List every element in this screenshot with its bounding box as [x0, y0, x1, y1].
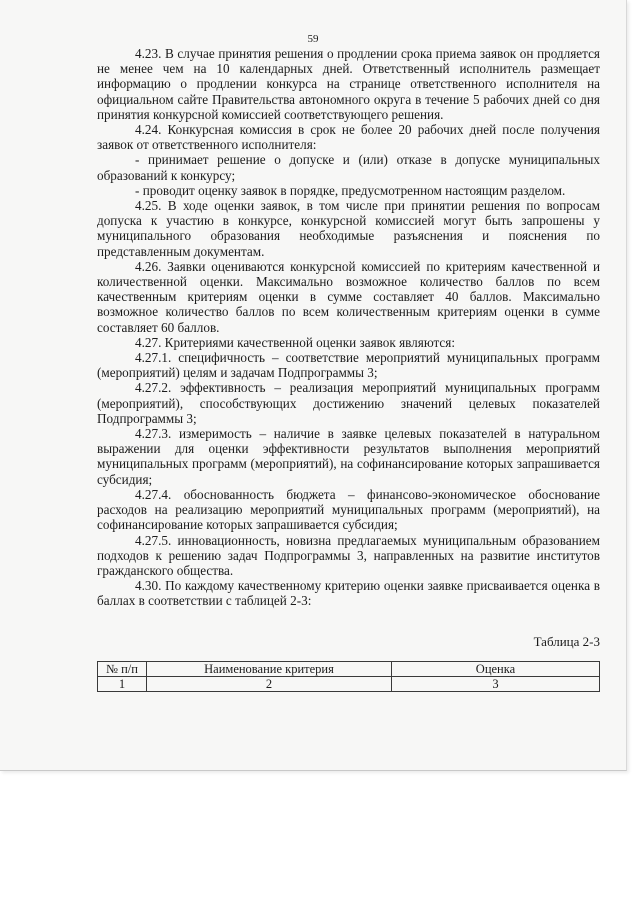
document-body [97, 46, 600, 609]
table-header-row [98, 662, 600, 677]
header-criterion-name: Наименование критерия [147, 662, 392, 677]
paragraph-4-26: 4.26. Заявки оцениваются конкурсной комиссией по критериям качественной и количественной оценки. Максимально возможное количество баллов по всем качественным критериям оценки в сумме составляет 40 баллов. Максимально возможное количество баллов по всем количественным критериям оценки в сумме составляет 60 баллов. [97, 258, 600, 335]
page-number: 59 [307, 33, 319, 45]
cell-numbering-2: 2 [147, 677, 392, 692]
list-item-admission: - принимает решение о допуске и (или) отказе в допуске муниципальных образований к конкурсу; [97, 152, 600, 183]
header-score: Оценка [392, 662, 600, 677]
paragraph-4-27-2: 4.27.2. эффективность – реализация мероприятий муниципальных программ (мероприятий), способствующих достижению значений целевых показателей Подпрограммы 3; [97, 380, 600, 426]
paragraph-4-24: 4.24. Конкурсная комиссия в срок не более 20 рабочих дней после получения заявок от ответственного исполнителя: [97, 122, 600, 153]
paragraph-4-27: 4.27. Критериями качественной оценки заявок являются: [135, 334, 456, 350]
table-caption: Таблица 2-3 [533, 634, 600, 649]
paragraph-4-27-1: 4.27.1. специфичность – соответствие мероприятий муниципальных программ (мероприятий) целям и задачам Подпрограммы 3; [97, 350, 600, 381]
paragraph-4-27-3: 4.27.3. измеримость – наличие в заявке целевых показателей в натуральном выражении для оценки эффективности результатов выполнения мероприятий муниципальных программ (мероприятий), на софинансирование которых запрашивается субсидия; [97, 426, 600, 487]
criteria-table [97, 661, 600, 692]
paragraph-4-27-4: 4.27.4. обоснованность бюджета – финансово-экономическое обоснование расходов на реализацию мероприятий муниципальных программ (мероприятий), на софинансирование которых запрашивается субсидия; [97, 486, 600, 533]
cell-numbering-3: 3 [392, 677, 600, 692]
paragraph-4-25: 4.25. В ходе оценки заявок, в том числе при принятии решения по вопросам допуска к участию в конкурсе, конкурсной комиссией могут быть запрошены у муниципального образования необходимые разъяснения и пояснения по представленным документам. [97, 198, 600, 259]
cell-numbering-1: 1 [98, 677, 147, 692]
table-numbering-row [98, 677, 600, 692]
header-number: № п/п [98, 662, 147, 677]
paragraph-4-27-5: 4.27.5. инновационность, новизна предлагаемых муниципальным образованием подходов к решению задач Подпрограммы 3, направленных на развитие институтов гражданского общества. [97, 532, 600, 578]
paragraph-4-23: 4.23. В случае принятия решения о продлении срока приема заявок он продляется не менее чем на 10 календарных дней. Ответственный исполнитель размещает информацию о продлении конкурса на странице ответственного исполнителя на официальном сайте Правительства автономного округа в течение 5 рабочих дней со дня принятия конкурсной комиссией соответствующего решения. [97, 46, 600, 122]
paragraph-4-30: 4.30. По каждому качественному критерию оценки заявке присваивается оценка в баллах в соответствии с таблицей 2-3: [97, 578, 600, 609]
list-item-evaluation: - проводит оценку заявок в порядке, предусмотренном настоящим разделом. [135, 182, 566, 198]
